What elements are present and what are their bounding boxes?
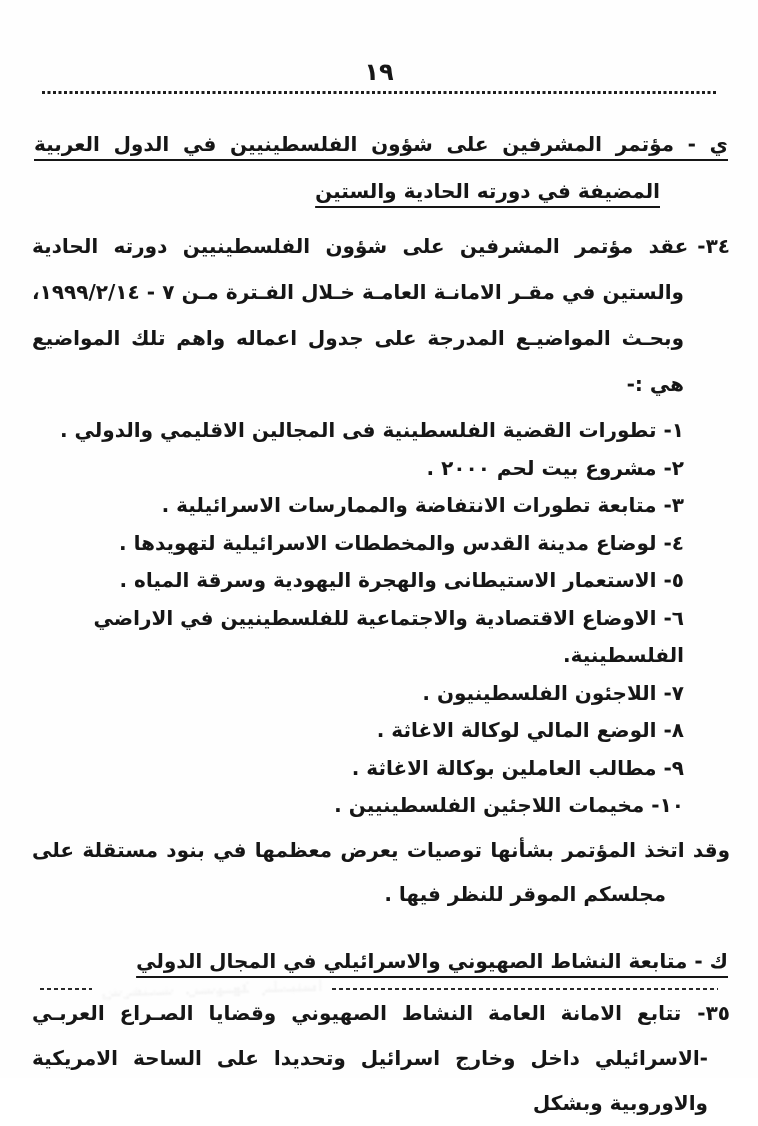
paragraph-34-number: ٣٤- <box>697 234 730 258</box>
topic-item-3: ٣- متابعة تطورات الانتفاضة والممارسات الاسرائيلية . <box>161 493 684 517</box>
paragraph-35 <box>32 991 730 1126</box>
paragraph-34-text: عقد مؤتمر المشرفين على شؤون الفلسطينيين دورته الحادية والستين في مقـر الامانـة العامـة خـلال الفـترة مـن ٧ - ١٩٩٩/٢/١٤، وبحـث المواضيـع المدرجة على جدول اعماله واهم تلك المواضيع هي :- <box>32 234 689 396</box>
section-heading-j: ي - مؤتمر المشرفين على شؤون الفلسطينيين في الدول العربية المضيفة في دورته الحادية والستين <box>34 132 728 203</box>
footer-rule-left-segment <box>40 988 92 990</box>
paragraph-34 <box>32 223 730 407</box>
footer-rule-right-segment <box>332 988 718 990</box>
paragraph-35-number: ٣٥- <box>697 1000 730 1025</box>
topics-list <box>30 412 684 825</box>
paragraph-35-text: تتابع الامانة العامة النشاط الصهيوني وقضايا الصـراع العربـي -الاسرائيلي داخل وخارج اسرائيل وتحديدا على الساحة الامريكية والاوروبية وبشكل <box>32 1000 708 1115</box>
illegible-faint-print-mark-icon: استبملم كهنوسي شمنفرش <box>101 977 323 1001</box>
topic-item-7: ٧- اللاجئون الفلسطينيون . <box>422 680 684 705</box>
topic-item-10: ١٠- مخيمات اللاجئين الفلسطينيين . <box>334 793 684 817</box>
header-rule <box>42 91 716 94</box>
section-heading-k: ك - متابعة النشاط الصهيوني والاسرائيلي في المجال الدولي <box>136 948 728 973</box>
page-number: ١٩ <box>364 58 394 86</box>
topic-item-2: ٢- مشروع بيت لحم ٢٠٠٠ . <box>426 455 684 480</box>
closing-paragraph: وقد اتخذ المؤتمر بشأنها توصيات يعرض معظمها في بنود مستقلة على مجلسكم الموقر للنظر فيها . <box>32 837 730 906</box>
footer-rule <box>40 977 718 1001</box>
topic-item-6: ٦- الاوضاع الاقتصادية والاجتماعية للفلسطينيين في الاراضي الفلسطينية. <box>93 605 684 667</box>
topic-item-4: ٤- لوضاع مدينة القدس والمخططات الاسرائيلية لتهويدها . <box>119 530 684 555</box>
topic-item-8: ٨- الوضع المالي لوكالة الاغاثة . <box>376 718 684 742</box>
topic-item-9: ٩- مطالب العاملين بوكالة الاغاثة . <box>351 755 684 780</box>
topic-item-1: ١- تطورات القضية الفلسطينية فى المجالين الاقليمي والدولي . <box>60 418 684 442</box>
topic-item-5: ٥- الاستعمار الاستيطانى والهجرة اليهودية وسرقة المياه . <box>119 568 684 592</box>
